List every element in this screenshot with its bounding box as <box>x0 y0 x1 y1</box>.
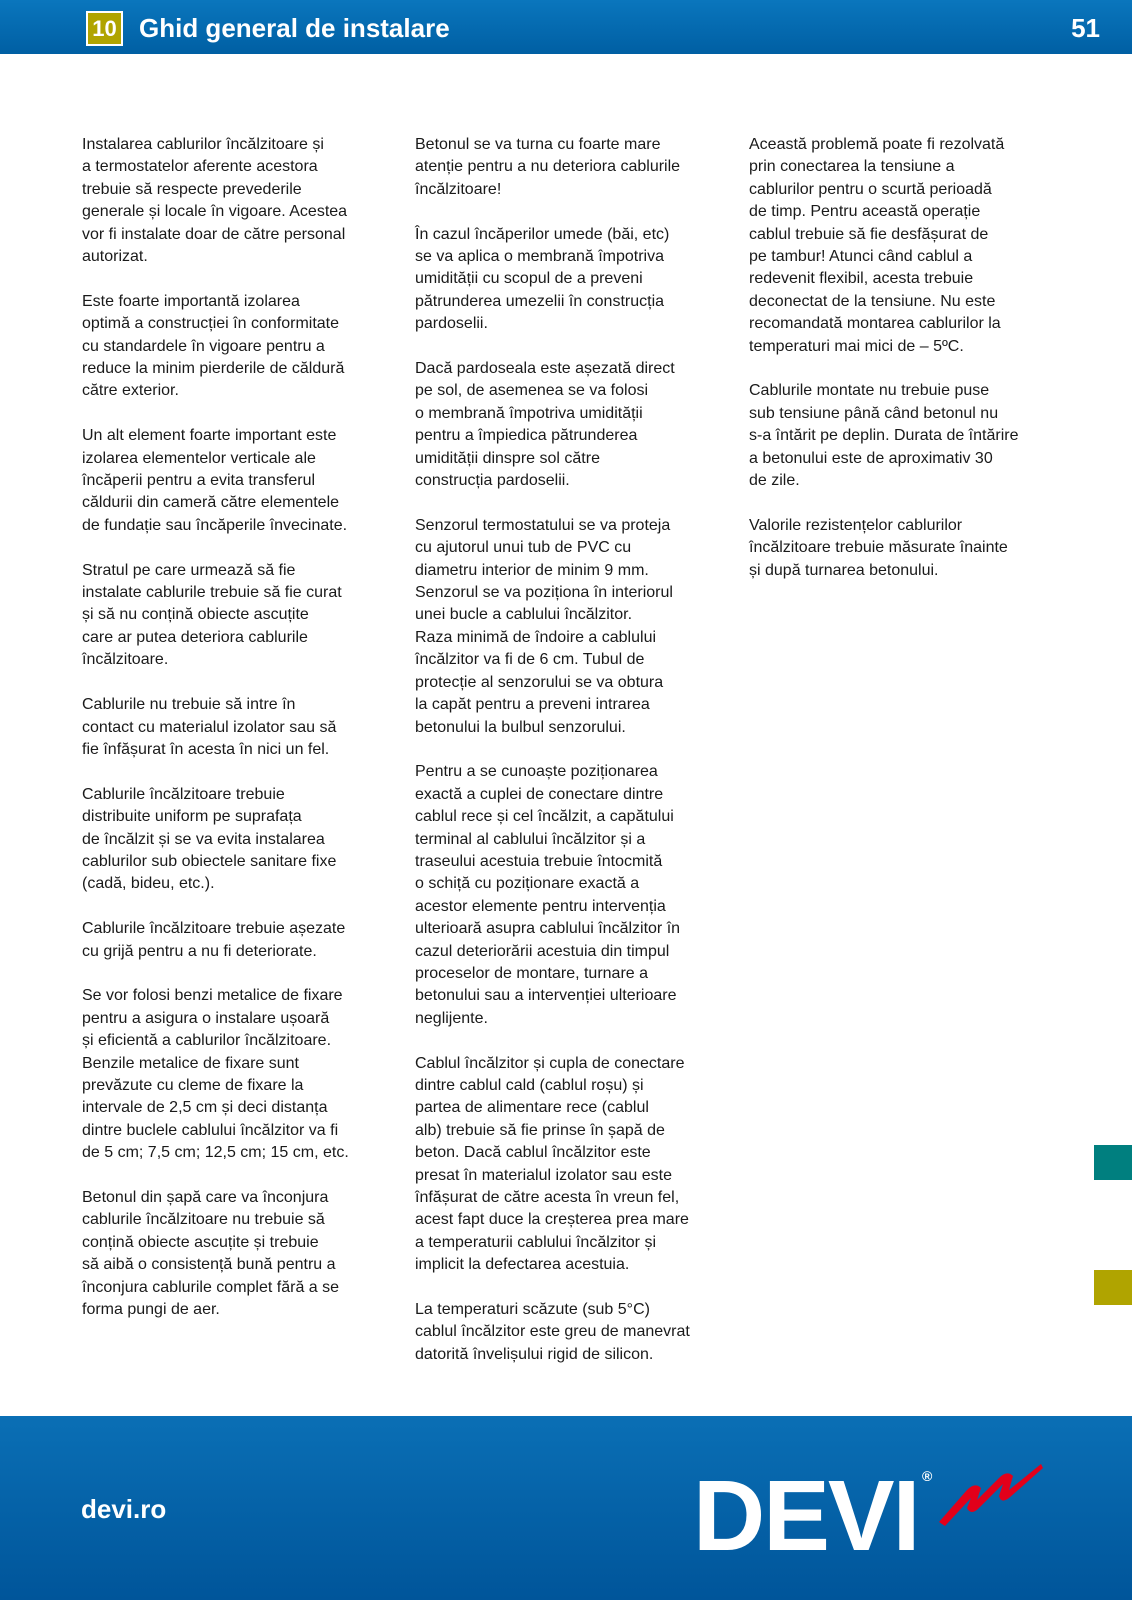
chapter-number-badge: 10 <box>86 11 123 46</box>
section-tab-olive <box>1094 1270 1132 1305</box>
paragraph: Valorile rezistențelor cablurilor încălzitoare trebuie măsurate înainte și după turnarea betonului. <box>749 516 1008 579</box>
column-1 <box>82 134 382 1344</box>
paragraph: Senzorul termostatului se va proteja cu ajutorul unui tub de PVC cu diametru interior de minim 9 mm. Senzorul se va poziționa în interiorul unei bucle a cablului încălzitor. Raza minimă de îndoire a cablului încălzitor va fi de 6 cm. Tubul de protecție al senzorului se va obtura la capăt pentru a preveni intrarea betonului la bulbul senzorului. <box>415 516 673 736</box>
paragraph: Betonul se va turna cu foarte mare atenție pentru a nu deteriora cablurile încălzitoare! <box>415 136 681 198</box>
paragraph: Cablurile încălzitoare trebuie așezate cu grijă pentru a nu fi deteriorate. <box>82 920 346 960</box>
page-title: Ghid general de instalare <box>139 13 450 43</box>
section-tab-teal <box>1094 1145 1132 1180</box>
column-2 <box>415 134 715 1389</box>
logo-wordmark: DEVI <box>693 1460 919 1572</box>
registered-mark: ® <box>922 1468 933 1484</box>
paragraph: Stratul pe care urmează să fie instalate cablurile trebuie să fie curat și să nu conțină obiecte ascuțite care ar putea deteriora cablurile încălzitoare. <box>82 561 342 669</box>
page-header <box>0 0 1132 54</box>
text-columns <box>82 134 1052 1374</box>
paragraph: Betonul din șapă care va înconjura cablurile încălzitoare nu trebuie să conțină obiecte ascuțite și trebuie să aibă o consistență bună pentru a înconjura cablurile complet fără a se forma pungi de aer. <box>82 1188 340 1318</box>
column-3 <box>749 134 1049 604</box>
paragraph: Pentru a se cunoaște poziționarea exactă a cuplei de conectare dintre cablul rece și cel încălzit, a capătului terminal al cablului încălzitor și a traseului acestuia trebuie întocmită o schiță cu poziționare exactă a acestor elemente pentru intervenția ulterioară asupra cablului încălzitor în cazul deteriorării acestuia din timpul proceselor de montare, turnare a betonului sau a intervenției ulterioare neglijente. <box>415 763 681 1027</box>
paragraph: Instalarea cablurilor încălzitoare și a termostatelor aferente acestora trebuie să respecte prevederile generale și locale în vigoare. Acestea vor fi instalate doar de către personal autorizat. <box>82 136 348 266</box>
paragraph: În cazul încăperilor umede (băi, etc) se va aplica o membrană împotriva umidității cu scopul de a preveni pătrunderea umezelii în construcția pardoselii. <box>415 225 670 333</box>
paragraph: La temperaturi scăzute (sub 5°C) cablul încălzitor este greu de manevrat datorită învelișului rigid de silicon. <box>415 1301 690 1363</box>
paragraph: Un alt element foarte important este izolarea elementelor verticale ale încăperii pentru a evita transferul căldurii din cameră către elementele de fundație sau încăperile învecinate. <box>82 427 348 534</box>
paragraph: Dacă pardoseala este așezată direct pe sol, de asemenea se va folosi o membrană împotriva umidității pentru a împiedica pătrunderea umidității dinspre sol către construcția pardoselii. <box>415 360 675 490</box>
paragraph: Cablurile montate nu trebuie puse sub tensiune până când betonul nu s-a întărit pe deplin. Durata de întărire a betonului este de aproximativ 30 de zile. <box>749 382 1019 490</box>
paragraph: Cablurile nu trebuie să intre în contact cu materialul izolator sau să fie înfășurat în acesta în nici un fel. <box>82 696 337 758</box>
paragraph: Această problemă poate fi rezolvată prin conectarea la tensiune a cablurilor pentru o scurtă perioadă de timp. Pentru această operație cablul trebuie să fie desfășurat de pe tambur! Atunci când cablul a redevenit flexibil, acesta trebuie deconectat de la tensiune. Nu este recomandată montarea cablurilor la temperaturi mai mici de – 5ºC. <box>749 136 1005 355</box>
page-number: 51 <box>1071 13 1100 43</box>
website-link[interactable]: devi.ro <box>81 1494 167 1524</box>
paragraph: Se vor folosi benzi metalice de fixare pentru a asigura o instalare ușoară și eficientă a cablurilor încălzitoare. Benzile metalice de fixare sunt prevăzute cu cleme de fixare la intervale de 2,5 cm și deci distanța dintre buclele cablului încălzitor va fi de 5 cm; 7,5 cm; 12,5 cm; 15 cm, etc. <box>82 987 349 1162</box>
devi-logo <box>693 1460 1053 1572</box>
logo-swoosh-icon <box>937 1460 1047 1530</box>
paragraph: Cablul încălzitor și cupla de conectare dintre cablul cald (cablul roșu) și partea de alimentare rece (cablul alb) trebuie să fie prinse în șapă de beton. Dacă cablul încălzitor este presat în materialul izolator sau este înfășurat de către acesta în vreun fel, acest fapt duce la creșterea prea mare a temperaturii cablului încălzitor și implicit la defectarea acestuia. <box>415 1054 689 1274</box>
page-footer <box>0 1416 1132 1600</box>
paragraph: Cablurile încălzitoare trebuie distribuite uniform pe suprafața de încălzit și se va evita instalarea cablurilor sub obiectele sanitare fixe (cadă, bideu, etc.). <box>82 785 337 893</box>
paragraph: Este foarte importantă izolarea optimă a construcției în conformitate cu standardele în vigoare pentru a reduce la minim pierderile de căldură către exterior. <box>82 292 345 400</box>
